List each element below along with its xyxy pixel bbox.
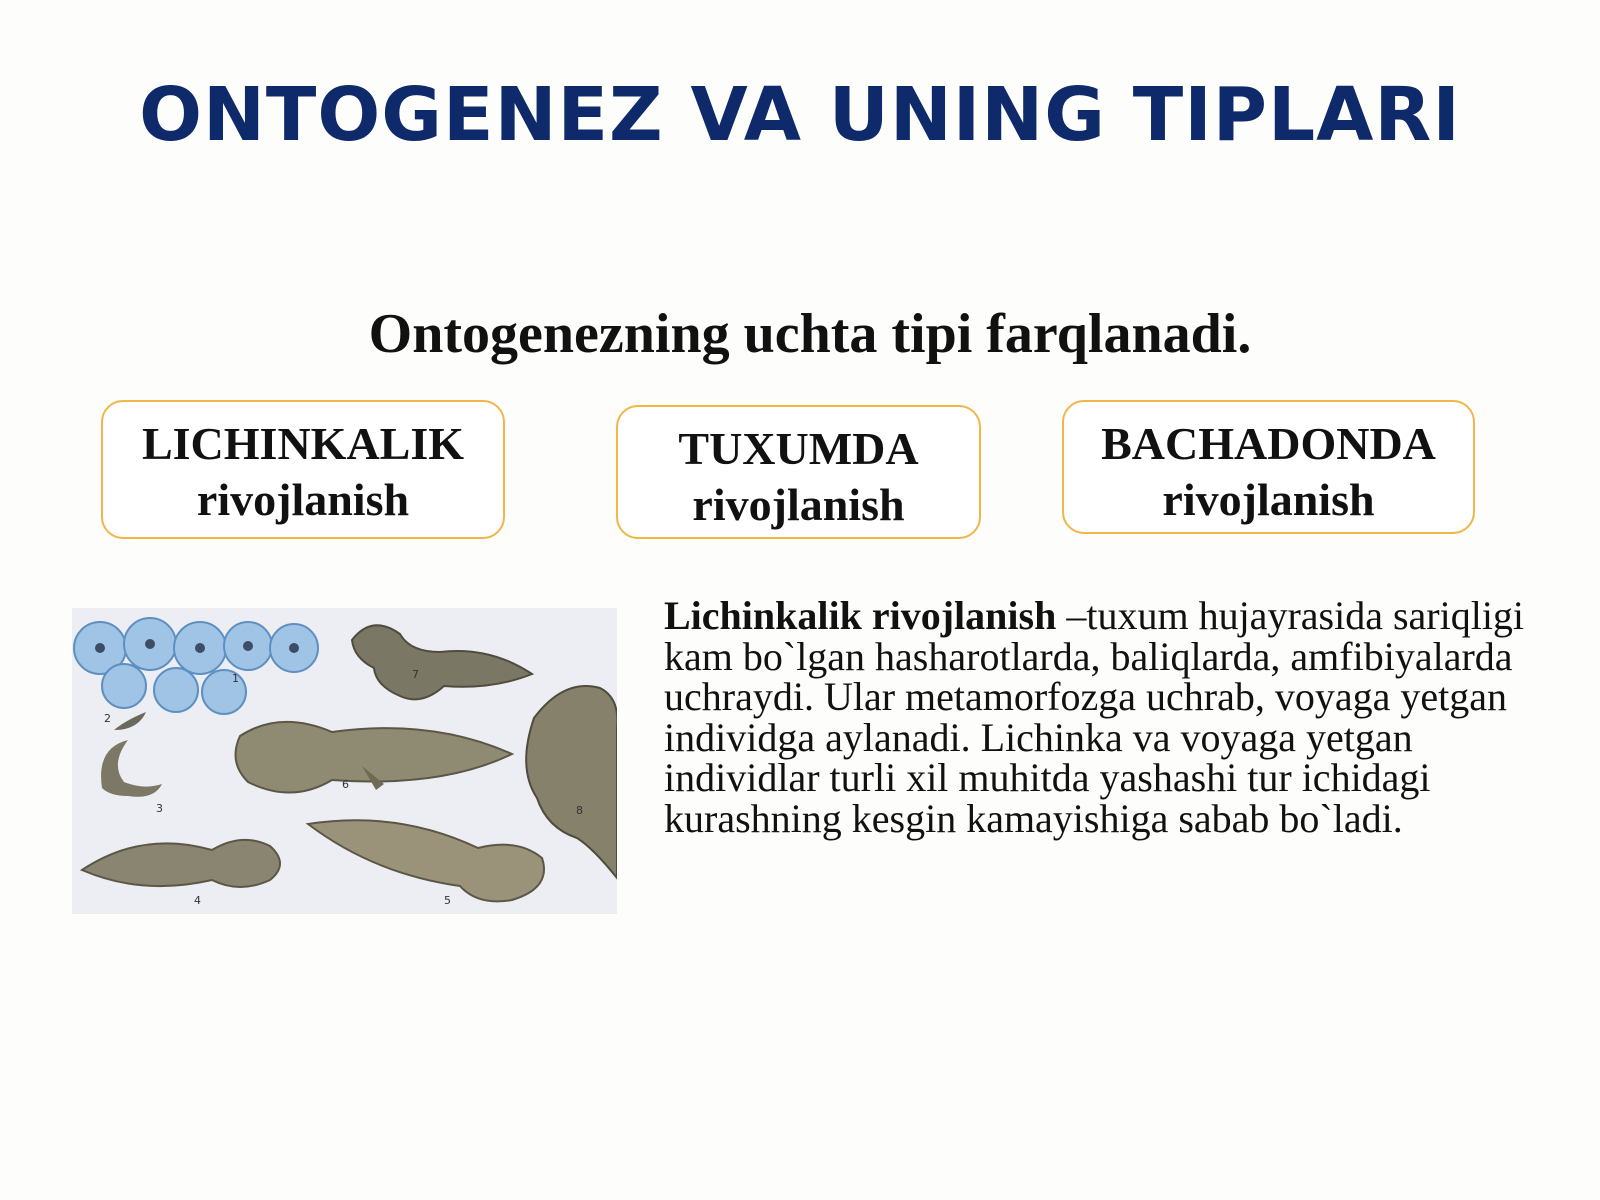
larva-stage-3 — [101, 740, 162, 797]
type-name: TUXUMDA — [678, 423, 919, 474]
description-text: –tuxum hujayrasida sariqligi kam bo`lgan hasharotlarda, baliqlarda, amfibiyalarda uchraydi. Ular metamorfozga uchrab, voyaga yetgan individga aylanadi. Lichinka va voyaga yetgan individlar turli xil muhitda yashashi tur ichidagi kurashning kesgin kamayishiga sabab bo`ladi. — [664, 593, 1525, 841]
type-name: LICHINKALIK — [141, 418, 465, 469]
type-sub: rivojlanish — [1162, 474, 1375, 525]
stage-label: 7 — [412, 668, 419, 681]
stage-label: 5 — [444, 894, 451, 907]
frog-eggs — [74, 618, 318, 714]
frog-stage-8 — [526, 686, 617, 878]
stage-label: 8 — [576, 804, 583, 817]
slide-subtitle: Ontogenezning uchta tipi farqlanadi. — [368, 303, 1252, 365]
stage-label: 6 — [342, 778, 349, 791]
frog-development-illustration — [72, 608, 617, 914]
type-box-bachadonda — [1062, 400, 1475, 534]
stage-label: 4 — [194, 894, 201, 907]
stage-label: 3 — [156, 802, 163, 815]
stage-label: 2 — [104, 712, 111, 725]
type-sub: rivojlanish — [196, 474, 410, 525]
type-sub: rivojlanish — [692, 479, 905, 530]
description-paragraph — [664, 593, 1544, 841]
larva-stage-2 — [114, 712, 146, 730]
froglet-stage-7 — [352, 625, 532, 699]
tadpole-stage-5 — [308, 820, 544, 901]
type-box-lichinkalik — [101, 400, 505, 539]
slide-title: ONTOGENEZ VA UNING TIPLARI — [139, 72, 1461, 158]
type-name: BACHADONDA — [1101, 418, 1436, 469]
tadpole-stage-4 — [82, 840, 280, 887]
stage-label: 1 — [232, 672, 239, 685]
description-term: Lichinkalik rivojlanish — [664, 593, 1057, 638]
type-box-tuxumda — [616, 405, 981, 539]
